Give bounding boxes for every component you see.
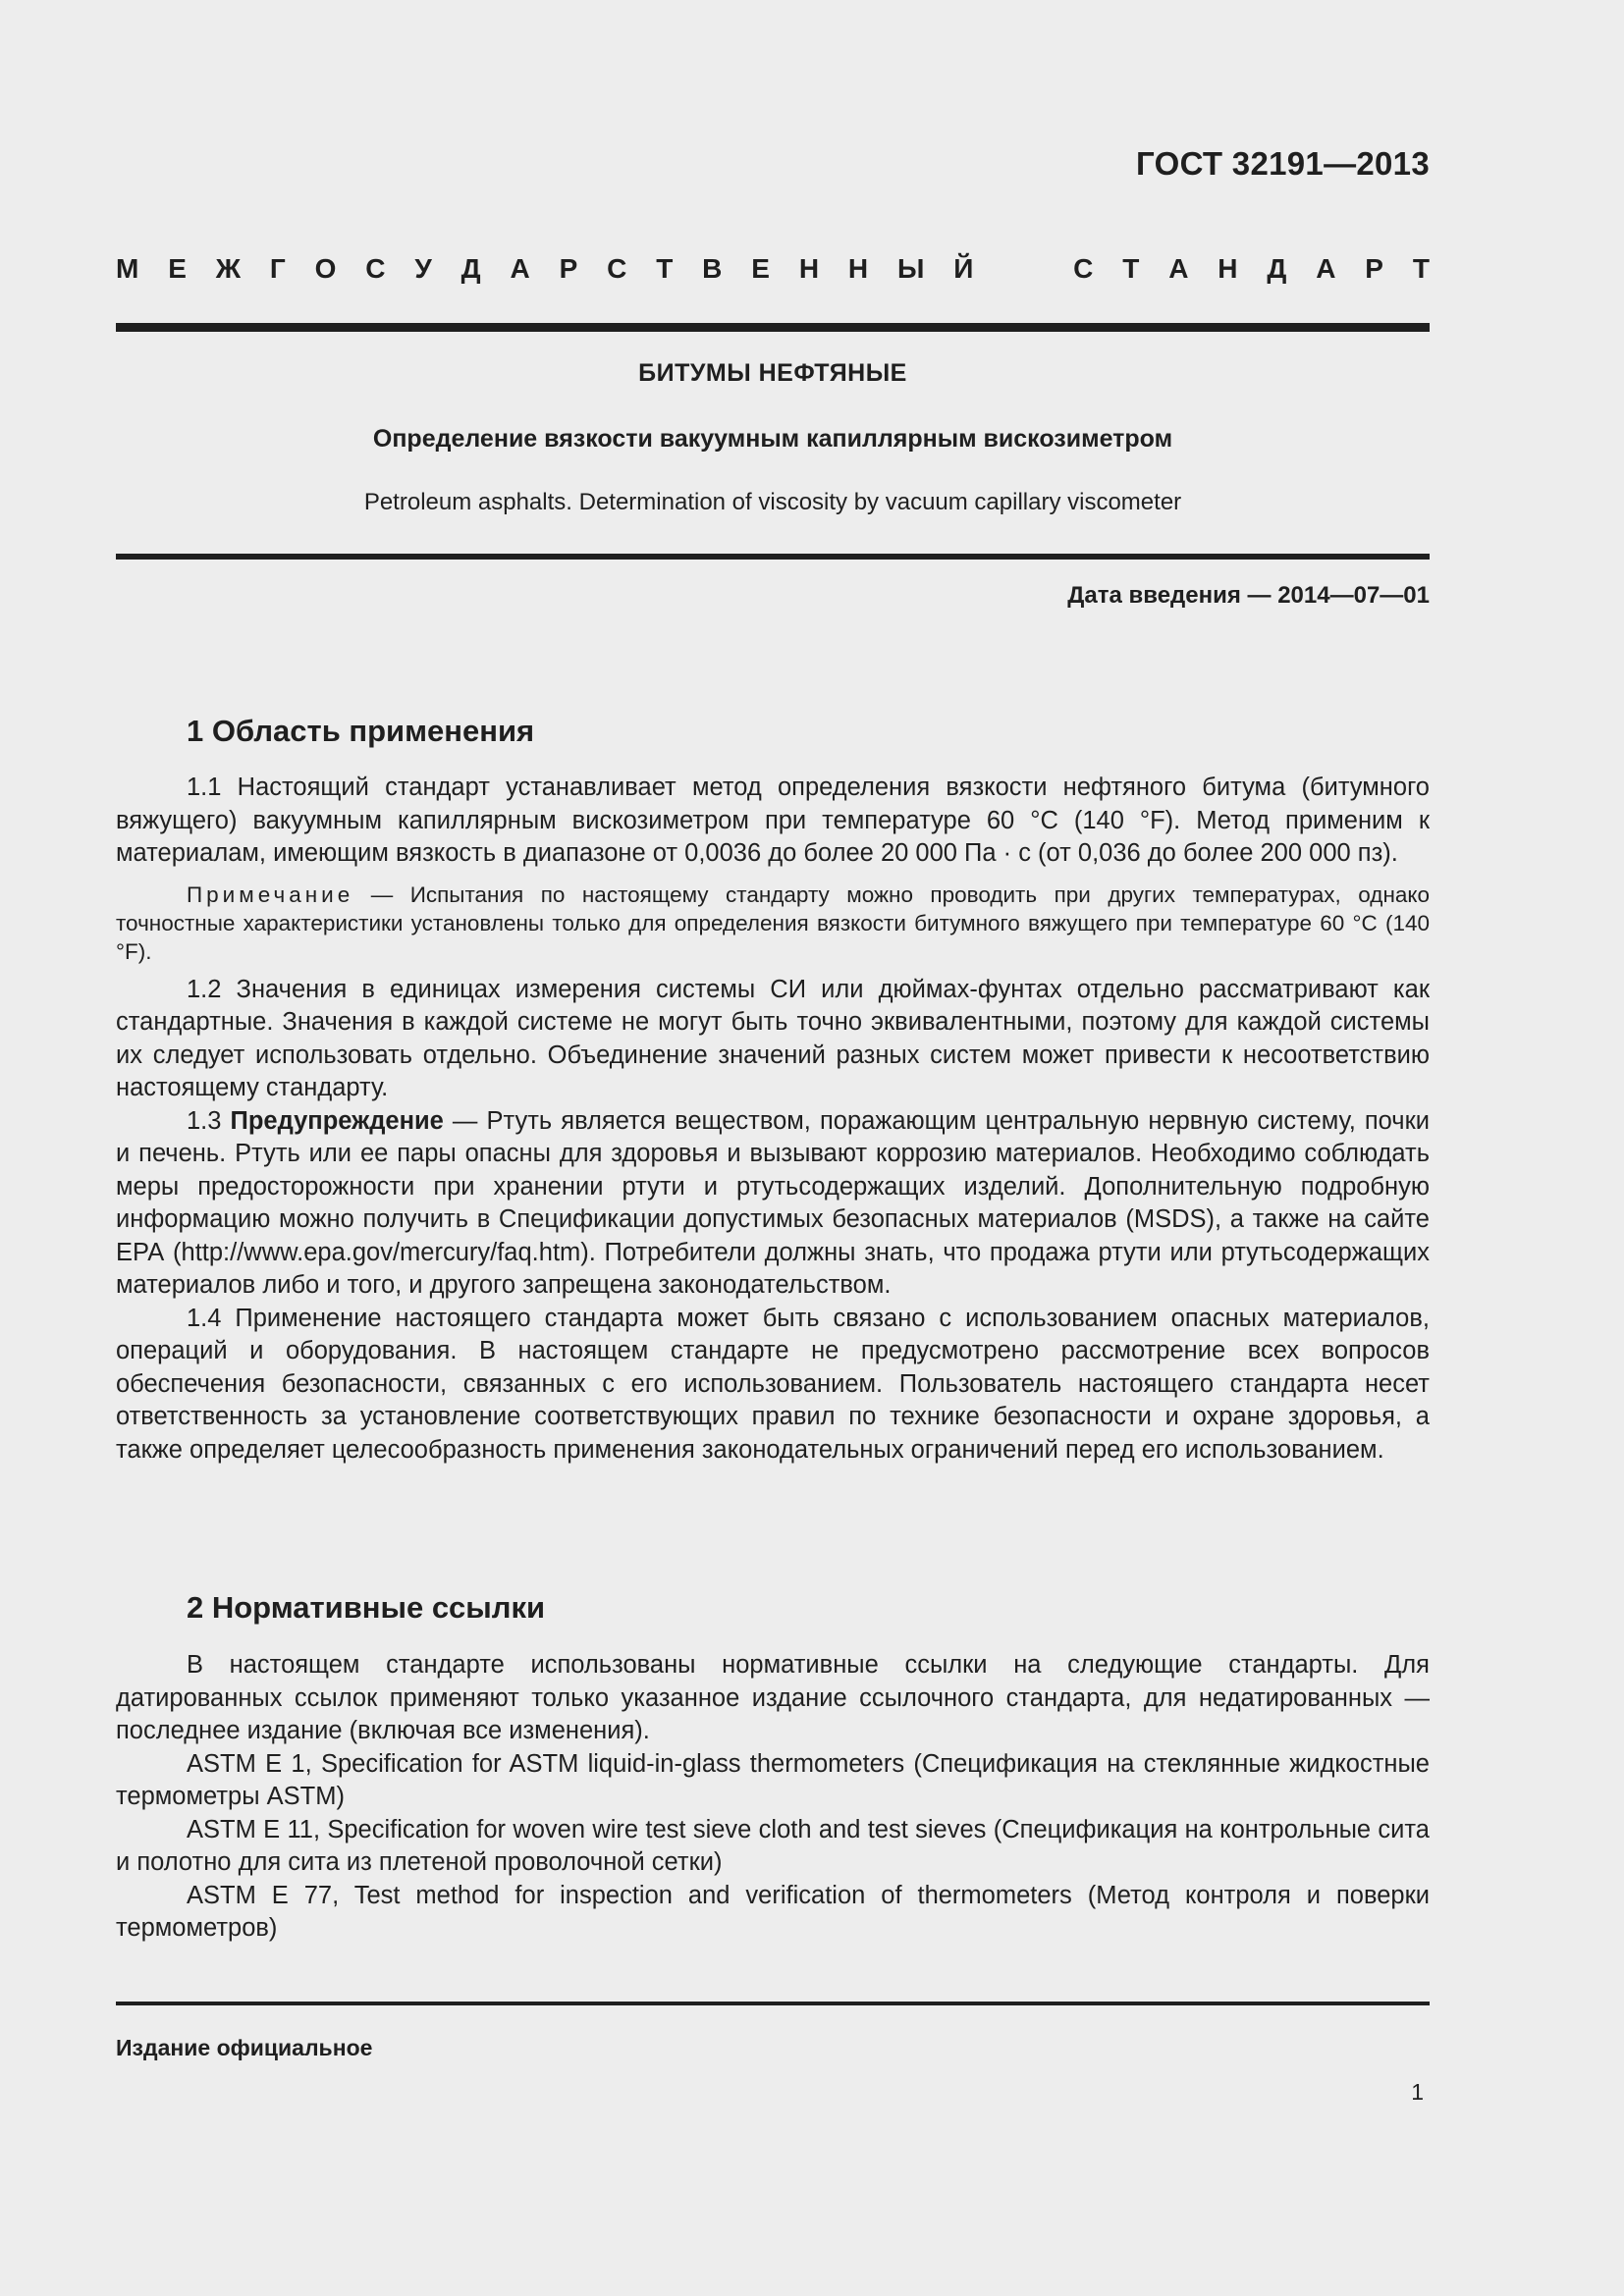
document-number: ГОСТ 32191—2013	[1136, 145, 1430, 182]
banner-letter: С	[365, 253, 386, 284]
standard-title: БИТУМЫ НЕФТЯНЫЕ	[638, 359, 907, 387]
references-intro: В настоящем стандарте использованы нормативные ссылки на следующие стандарты. Для датированных ссылок применяют только указанное издание ссылочного стандарта, для недатированных — последнее издание (включая все изменения).	[116, 1651, 1430, 1744]
document-page	[116, 0, 1430, 2296]
note-text: — Испытания по настоящему стандарту можно проводить при других температурах, однако точностные характеристики установлены только для определения вязкости битумного вяжущего при температуре 60 °С (140 °F).	[116, 881, 1430, 964]
banner-letter: Т	[1412, 253, 1430, 284]
paragraph-1-1: 1.1 Настоящий стандарт устанавливает метод определения вязкости нефтяного битума (битумного вяжущего) вакуумным капиллярным вискозиметром при температуре 60 °С (140 °F). Метод применим к материалам, имеющим вязкость в диапазоне от 0,0036 до более 20 000 Па · с (от 0,036 до более 200 000 пз).	[116, 774, 1430, 867]
paragraph-1-3-text: — Ртуть является веществом, поражающим центральную нервную систему, почки и печень. Ртуть или ее пары опасны для здоровья и вызывают коррозию материалов. Необходимо соблюдать меры предосторожности при хранении ртути и ртутьсодержащих изделий. Дополнительную подробную информацию можно получить в Спецификации допустимых безопасных материалов (MSDS), а также на сайте ЕРА (http://www.epa.gov/mercury/faq.htm). Потребители должны знать, что продажа ртути или ртутьсодержащих материалов либо и того, и другого запрещена законодательством.	[116, 1106, 1430, 1299]
banner-letter: А	[1168, 253, 1189, 284]
section-1-body	[116, 772, 1430, 1467]
interstate-standard-banner	[116, 253, 1430, 285]
introduction-date: Дата введения — 2014—07—01	[1067, 582, 1430, 609]
banner-letter: А	[510, 253, 530, 284]
paragraph-1-3-number: 1.3	[187, 1106, 231, 1135]
standard-subtitle: Определение вязкости вакуумным капиллярным вискозиметром	[372, 425, 1173, 453]
banner-letter: Т	[1122, 253, 1140, 284]
banner-letter: Н	[798, 253, 820, 284]
banner-letter: С	[1073, 253, 1094, 284]
paragraph-1-2: 1.2 Значения в единицах измерения системы СИ или дюймах-фунтах отдельно рассматривают как стандартные. Значения в каждой системе не могут быть точно эквивалентными, поэтому для каждой системы их следует использовать отдельно. Объединение значений разных систем может привести к несоответствию настоящему стандарту.	[116, 975, 1430, 1101]
standard-title-english: Petroleum asphalts. Determination of viscosity by vacuum capillary viscometer	[363, 489, 1182, 515]
official-edition-label: Издание официальное	[116, 2035, 373, 2060]
section-1-heading: 1 Область применения	[187, 714, 535, 748]
note-label: Примечание	[187, 881, 354, 907]
banner-letter: Д	[1267, 253, 1287, 284]
banner-letter: Е	[751, 253, 770, 284]
reference-item: ASTM E 77, Test method for inspection and verification of thermometers (Метод контроля и поверки термометров)	[116, 1881, 1430, 1942]
section-2-heading: 2 Нормативные ссылки	[187, 1590, 546, 1625]
paragraph-1-4: 1.4 Применение настоящего стандарта может быть связано с использованием опасных материалов, операций и оборудования. В настоящем стандарте не предусмотрено рассмотрение всех вопросов обеспечения безопасности, связанных с его использованием. Пользователь настоящего стандарта несет ответственность за установление соответствующих правил по технике безопасности и охране здоровья, а также определяет целесообразность применения законодательных ограничений перед его использованием.	[116, 1304, 1430, 1464]
banner-letter: Н	[847, 253, 869, 284]
banner-letter: Г	[269, 253, 286, 284]
banner-letter: У	[414, 253, 432, 284]
banner-letter: Е	[168, 253, 187, 284]
banner-letter: Й	[953, 253, 974, 284]
banner-letter: Р	[559, 253, 578, 284]
banner-letter: Ж	[215, 253, 242, 284]
footer-rule	[116, 2002, 1430, 2005]
banner-word-gap	[1002, 253, 1044, 285]
banner-letter: Р	[1365, 253, 1383, 284]
banner-letter: О	[314, 253, 337, 284]
page-number: 1	[1411, 2079, 1424, 2105]
reference-item: ASTM E 11, Specification for woven wire test sieve cloth and test sieves (Спецификация на контрольные сита и полотно для сита из плетеной проволочной сетки)	[116, 1815, 1430, 1876]
banner-letter: Т	[656, 253, 674, 284]
banner-letter: А	[1316, 253, 1336, 284]
note-paragraph	[116, 881, 1430, 966]
warning-label: Предупреждение	[230, 1106, 444, 1135]
header-rule-top	[116, 323, 1430, 332]
section-2-body	[116, 1649, 1430, 1946]
banner-letter: В	[702, 253, 723, 284]
paragraph-1-3	[116, 1105, 1430, 1303]
banner-letter: Д	[460, 253, 481, 284]
banner-letter: Ы	[897, 253, 925, 284]
banner-letter: С	[607, 253, 627, 284]
reference-item: ASTM E 1, Specification for ASTM liquid-in-glass thermometers (Спецификация на стеклянные жидкостные термометры ASTM)	[116, 1749, 1430, 1810]
banner-letter: М	[116, 253, 139, 284]
banner-letter: Н	[1218, 253, 1238, 284]
title-rule-bottom	[116, 554, 1430, 560]
